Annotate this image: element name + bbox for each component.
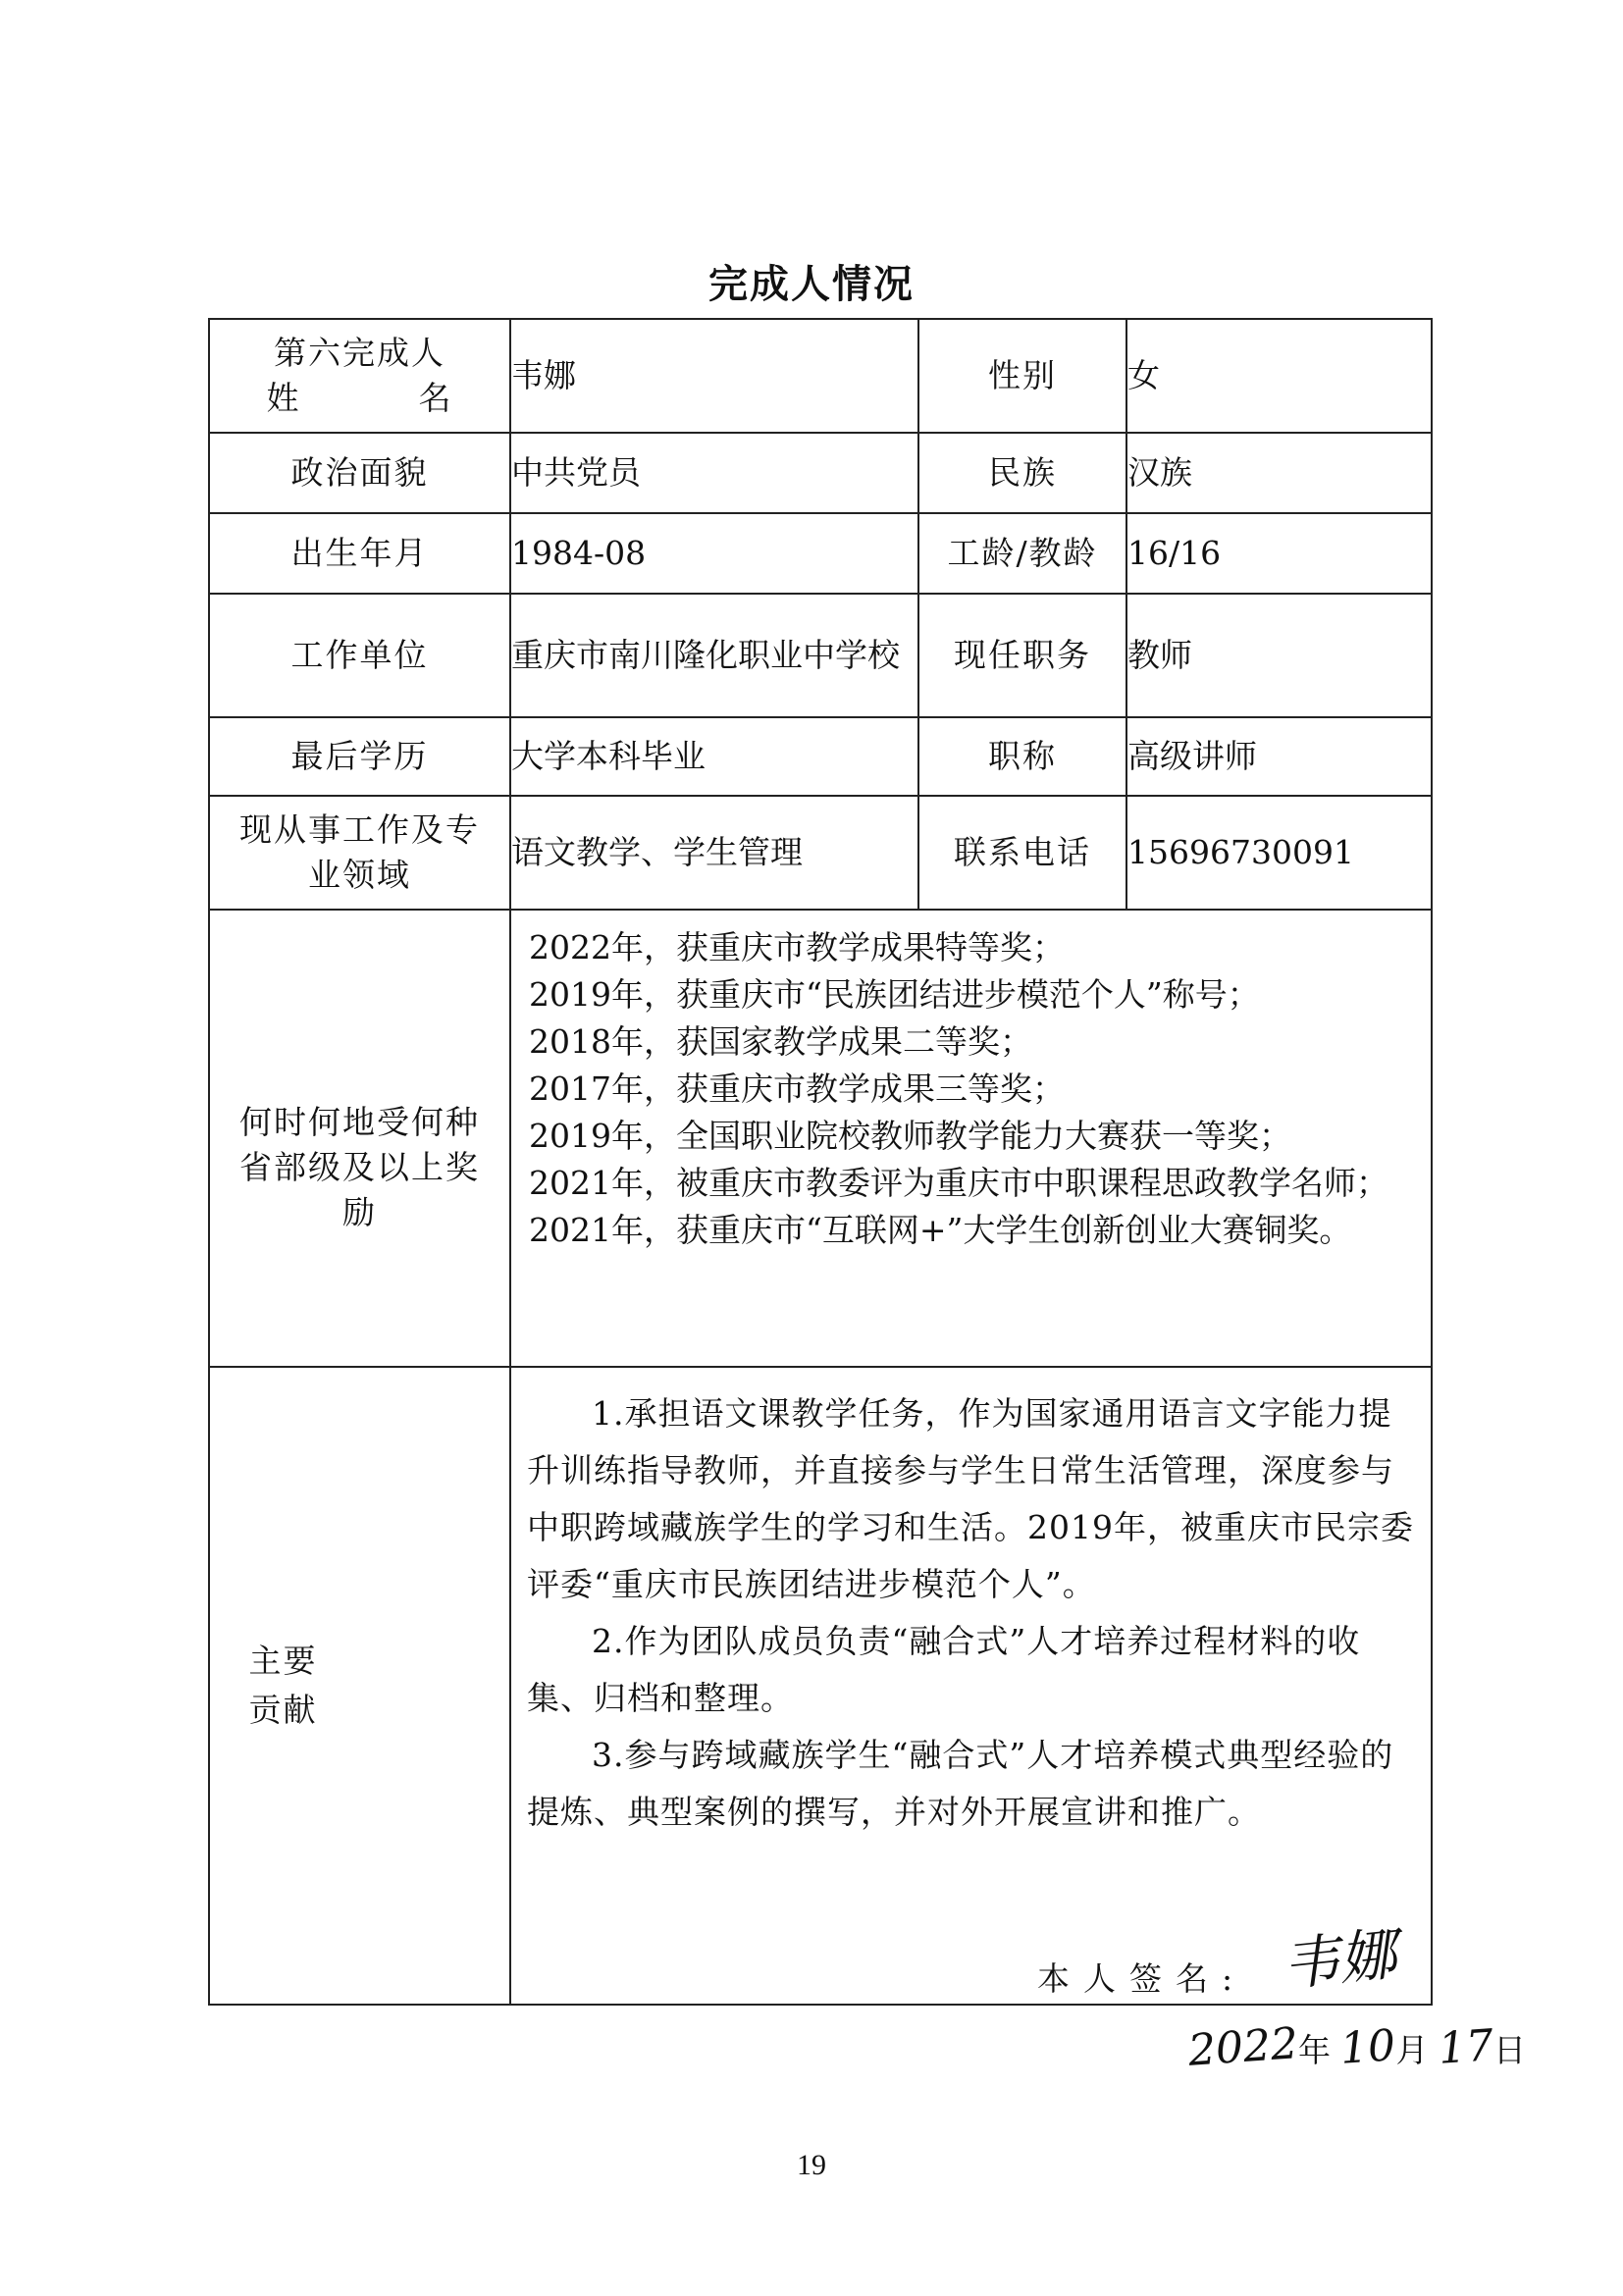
date-day-unit: 日 [1492,2031,1526,2069]
award-item: 2019年，获重庆市“民族团结进步模范个人”称号； [529,975,1260,1014]
unit-value: 重庆市南川隆化职业中学校 [510,594,918,717]
award-item: 2019年，全国职业院校教师教学能力大赛获一等奖； [529,1117,1291,1155]
awards-label-line3: 励 [342,1193,377,1231]
date-day: 17 [1437,2020,1495,2074]
politics-value: 中共党员 [510,433,918,513]
politics-label: 政治面貌 [209,433,510,513]
gender-label: 性别 [918,319,1126,433]
signature-date [1186,2018,1526,2076]
row-name [209,319,1432,433]
date-month: 10 [1338,2020,1398,2074]
field-label-line2: 业领域 [308,856,411,894]
awards-list [510,910,1432,1367]
seniority-label: 工龄/教龄 [918,513,1126,594]
contribution-label-line1: 主要 [248,1642,318,1680]
position-label: 现任职务 [918,594,1126,717]
row-contribution [209,1367,1432,2005]
seniority-value: 16/16 [1126,513,1432,594]
contribution-paragraph: 3.参与跨域藏族学生“融合式”人才培养模式典型经验的提炼、典型案例的撰写，并对外开展宣讲和推广。 [527,1736,1394,1831]
award-item: 2018年，获国家教学成果二等奖； [529,1022,1032,1061]
name-label [209,319,510,433]
contribution-paragraph: 2.作为团队成员负责“融合式”人才培养过程材料的收集、归档和整理。 [527,1622,1361,1717]
phone-value: 15696730091 [1126,796,1432,910]
birth-label: 出生年月 [209,513,510,594]
name-label-line1: 第六完成人 [274,334,445,372]
contribution-label-line2: 贡献 [248,1691,318,1729]
row-unit [209,594,1432,717]
phone-label: 联系电话 [918,796,1126,910]
handwritten-signature: 韦娜 [1279,1920,1400,1999]
unit-label: 工作单位 [209,594,510,717]
contribution-label [209,1367,510,2005]
row-politics [209,433,1432,513]
date-year: 2022 [1186,2018,1300,2076]
title-label: 职称 [918,717,1126,796]
name-value: 韦娜 [510,319,918,433]
signature-label: 本人签名: [1037,1959,1247,1998]
name-label-char1: 姓 [266,379,301,417]
contribution-paragraph: 1.承担语文课教学任务，作为国家通用语言文字能力提升训练指导教师，并直接参与学生日常生活管理，深度参与中职跨域藏族学生的学习和生活。2019年，被重庆市民宗委评委“重庆市民族团结进步模范个人”。 [527,1394,1414,1603]
field-label-line1: 现从事工作及专 [239,810,480,849]
row-education [209,717,1432,796]
row-birth [209,513,1432,594]
awards-label-line2: 省部级及以上奖 [239,1148,480,1186]
title-value: 高级讲师 [1126,717,1432,796]
award-item: 2017年，获重庆市教学成果三等奖； [529,1070,1065,1108]
name-label-char2: 名 [418,379,453,417]
awards-label [209,910,510,1367]
row-awards [209,910,1432,1367]
ethnicity-label: 民族 [918,433,1126,513]
date-year-unit: 年 [1297,2031,1331,2069]
field-value: 语文教学、学生管理 [510,796,918,910]
education-value: 大学本科毕业 [510,717,918,796]
award-item: 2021年，被重庆市教委评为重庆市中职课程思政教学名师； [529,1164,1388,1202]
position-value: 教师 [1126,594,1432,717]
page-number: 19 [797,2149,826,2181]
birth-value: 1984-08 [510,513,918,594]
contribution-content [510,1367,1526,2076]
page-title: 完成人情况 [708,262,915,307]
row-field [209,796,1432,910]
date-month-unit: 月 [1395,2031,1429,2069]
awards-label-line1: 何时何地受何种 [239,1103,480,1141]
gender-value: 女 [1126,319,1432,433]
field-label [209,796,510,910]
info-table [208,318,1526,2076]
name-label-line2 [267,376,453,421]
ethnicity-value: 汉族 [1126,433,1432,513]
award-item: 2022年，获重庆市教学成果特等奖； [529,928,1065,966]
education-label: 最后学历 [209,717,510,796]
award-item: 2021年，获重庆市“互联网+”大学生创新创业大赛铜奖。 [529,1211,1352,1249]
